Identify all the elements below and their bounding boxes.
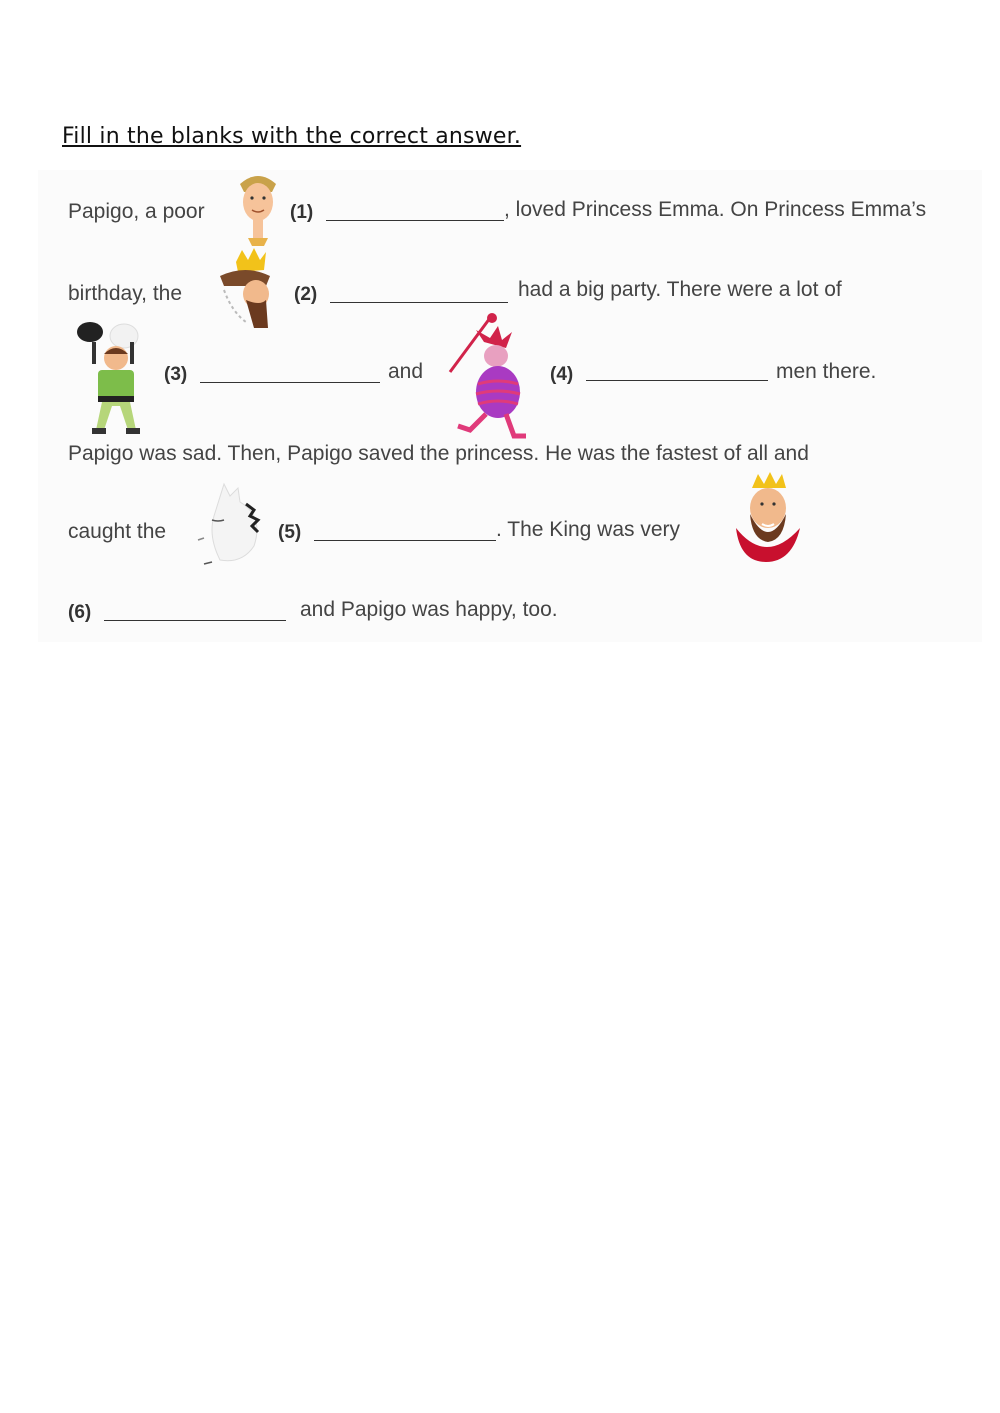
line2-text-end: had a big party. There were a lot of bbox=[518, 278, 842, 301]
line5-text-end: . The King was very bbox=[496, 518, 681, 541]
blank6-number: (6) bbox=[68, 602, 92, 623]
line3-text-end: men there. bbox=[776, 360, 877, 383]
blank6-input[interactable] bbox=[106, 596, 290, 622]
instruction-heading: Fill in the blanks with the correct answer. bbox=[62, 124, 522, 149]
line5-text-start: caught the bbox=[68, 520, 167, 543]
line6-text: and Papigo was happy, too. bbox=[300, 598, 558, 621]
jester-icon bbox=[440, 312, 540, 442]
blank4-number: (4) bbox=[550, 364, 574, 385]
line1-text-start: Papigo, a poor bbox=[68, 200, 205, 223]
blank4-input[interactable] bbox=[588, 356, 772, 382]
blank1-input[interactable] bbox=[328, 196, 508, 222]
line3-and-text: and bbox=[388, 360, 424, 383]
line4-text: Papigo was sad. Then, Papigo saved the princess. He was the fastest of all and bbox=[68, 442, 809, 465]
blank5-input[interactable] bbox=[316, 516, 500, 542]
blank2-number: (2) bbox=[294, 284, 318, 305]
blank2-input[interactable] bbox=[332, 278, 512, 304]
line2-text-start: birthday, the bbox=[68, 282, 183, 305]
farmer-boy-icon bbox=[228, 170, 288, 246]
line1-text-end: , loved Princess Emma. On Princess Emma’s bbox=[504, 198, 927, 221]
blank3-number: (3) bbox=[164, 364, 188, 385]
blank3-input[interactable] bbox=[202, 358, 384, 384]
exercise-panel bbox=[38, 170, 982, 642]
king-face-icon bbox=[722, 470, 812, 564]
blank1-number: (1) bbox=[290, 202, 314, 223]
white-horse-icon bbox=[194, 476, 274, 568]
strong-man-with-sheep-icon bbox=[72, 318, 162, 438]
blank5-number: (5) bbox=[278, 522, 302, 543]
king-icon bbox=[206, 242, 286, 332]
